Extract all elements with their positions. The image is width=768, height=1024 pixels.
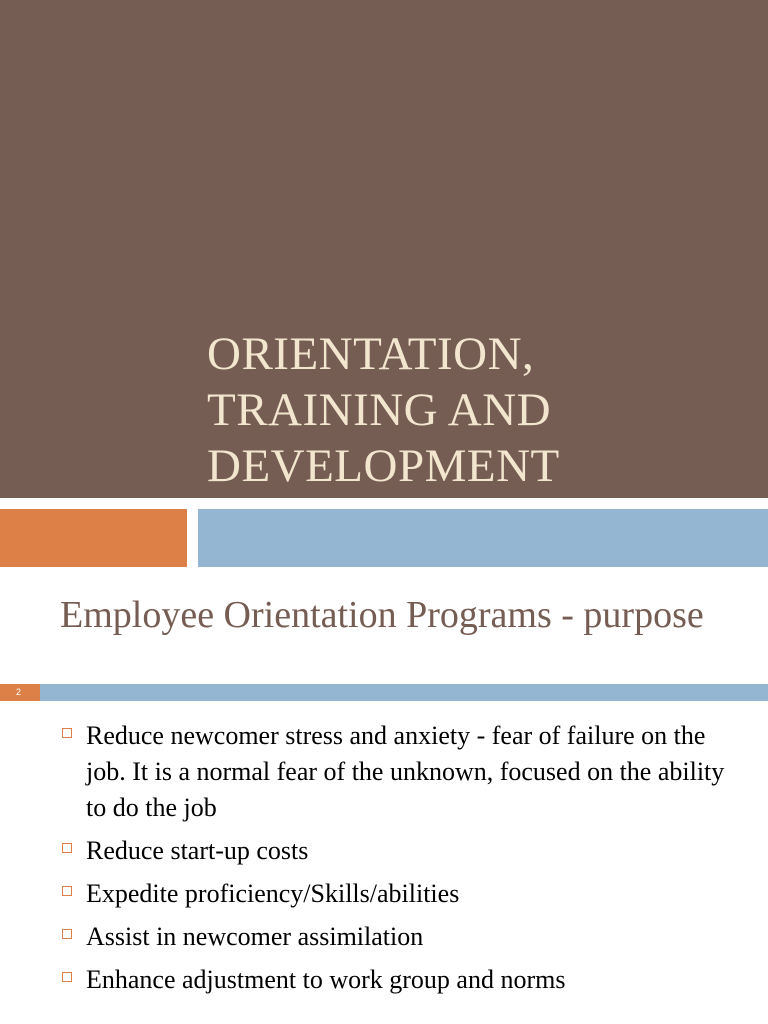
list-item (60, 919, 750, 955)
hollow-square-bullet-icon (62, 843, 72, 853)
slide-2-title: Employee Orientation Programs - purpose (60, 594, 704, 636)
slide-2-divider-bar (40, 684, 768, 701)
slide-number: 2 (16, 687, 22, 697)
list-item (60, 962, 750, 998)
orange-accent-bar (0, 509, 187, 567)
bullet-text: Reduce newcomer stress and anxiety - fear of failure on the job. It is a normal fear of the unknown, focused on the ability to do the job (86, 721, 725, 822)
bullet-text: Assist in newcomer assimilation (86, 922, 424, 951)
bullet-list (60, 718, 750, 1005)
bullet-text: Expedite proficiency/Skills/abilities (86, 879, 460, 908)
hollow-square-bullet-icon (62, 886, 72, 896)
list-item (60, 718, 750, 826)
title-slide-heading (207, 326, 747, 494)
title-line-3: DEVELOPMENT (207, 440, 560, 492)
list-item (60, 876, 750, 912)
bullet-text: Reduce start-up costs (86, 836, 309, 865)
bullet-text: Enhance adjustment to work group and norms (86, 965, 566, 994)
blue-accent-bar (198, 509, 768, 567)
slide-number-badge (0, 684, 40, 701)
list-item (60, 833, 750, 869)
hollow-square-bullet-icon (62, 929, 72, 939)
title-slide (0, 0, 768, 498)
hollow-square-bullet-icon (62, 972, 72, 982)
title-line-2: TRAINING AND (207, 384, 552, 436)
hollow-square-bullet-icon (62, 728, 72, 738)
title-line-1: ORIENTATION, (207, 328, 535, 380)
